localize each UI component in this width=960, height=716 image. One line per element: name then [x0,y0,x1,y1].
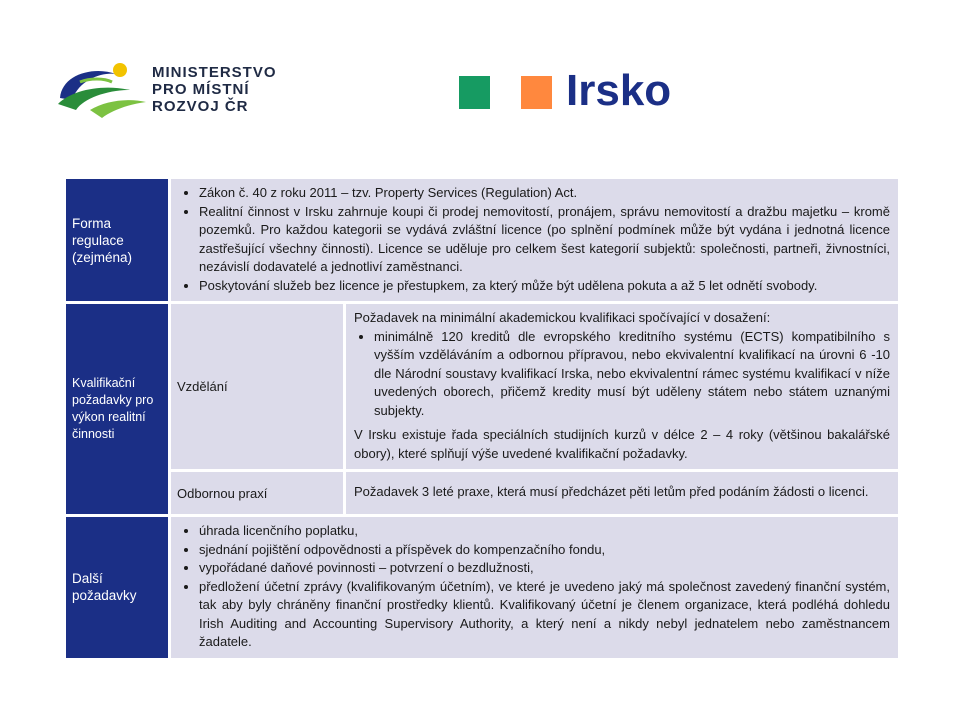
flag-stripe-orange [521,76,552,109]
row-forma-regulace [66,179,898,301]
regulation-table [63,176,901,661]
sublabel-vzdelani: Vzdělání [171,304,343,469]
sublabel-praxe: Odbornou praxí [171,472,343,514]
content-praxe: Požadavek 3 leté praxe, která musí předcházet pěti letům před podáním žádosti o licenci. [346,472,898,514]
list-item: • úhrada licenčního poplatku, [199,522,890,541]
list-item: • minimálně 120 kreditů dle evropského kreditního systému (ECTS) kompatibilního s vyšším vzděláváním a odbornou přípravou, nebo ekvivalentní kvalifikací na úrovni 6 -10 dle Národní soustavy kvalifikací Irska, nebo ekvivalentní rámec systému kvalifikací v níže uvedených oborech, přičemž kredity musí být uděleny státem nebo státem uznanými subjekty. [374,328,890,421]
row-dalsi-pozadavky [66,517,898,658]
label-forma-regulace: Forma regulace (zejména) [66,179,168,301]
ministry-line-2: PRO MÍSTNÍ [152,81,250,98]
content-forma-regulace [171,179,898,301]
ministry-line-1: MINISTERSTVO [152,64,277,81]
list-item: • Zákon č. 40 z roku 2011 – tzv. Property Services (Regulation) Act. [199,184,890,203]
page-title: Irsko [566,66,672,115]
ministry-line-3: ROZVOJ ČR [152,98,249,115]
slide-header [0,0,960,160]
dalsi-list [179,522,890,652]
content-dalsi-pozadavky [171,517,898,658]
label-kvalifikace: Kvalifikační požadavky pro výkon realitní činnosti [66,304,168,514]
ministry-logo-icon [50,60,150,120]
vzdelani-outro: V Irsku existuje řada speciálních studijních kurzů v délce 2 – 4 roky (většinou bakalářské obory), které splňují výše uvedené kvalifikační požadavky. [354,427,890,461]
label-dalsi-pozadavky: Další požadavky [66,517,168,658]
vzdelani-intro: Požadavek na minimální akademickou kvalifikaci spočívající v dosažení: [354,310,771,325]
vzdelani-list [354,328,890,421]
content-vzdelani [346,304,898,469]
list-item: • Realitní činnost v Irsku zahrnuje koupi či prodej nemovitostí, pronájem, správu nemovitostí a dražbu majetku – kromě pozemků. Pro každou kategorii se vydává zvláštní licence (po splnění podmínek může být vydána i jednotná licence zastřešující všechny činnosti). Licence se uděluje pro celkem šest kategorií subjektů: společnosti, partneři, živnostníci, nezávislí dodavatelé a jednotliví zaměstnanci. [199,203,890,277]
flag-stripe-green [459,76,490,109]
list-item: • Poskytování služeb bez licence je přestupkem, za který může být udělena pokuta a až 5 let odnětí svobody. [199,277,890,296]
list-item: • vypořádané daňové povinnosti – potvrzení o bezdlužnosti, [199,559,890,578]
flag-stripe-white [490,76,521,109]
irish-flag-icon [459,76,552,109]
row-kvalifikace-vzdelani [66,304,898,469]
row-kvalifikace-praxe [66,472,898,514]
list-item: • předložení účetní zprávy (kvalifikovaným účetním), ve které je uvedeno jaký má společnost zavedený finanční systém, tak aby byly chráněny finanční prostředky klientů. Kvalifikovaný účetní je členem organizace, která podléhá dohledu Irish Auditing and Accounting Supervisory Authority, a který není a nikdy nebyl jednatelem nebo zaměstnancem žadatele. [199,578,890,652]
ministry-name [152,64,277,115]
list-item: • sjednání pojištění odpovědnosti a příspěvek do kompenzačního fondu, [199,541,890,560]
forma-list [179,184,890,295]
